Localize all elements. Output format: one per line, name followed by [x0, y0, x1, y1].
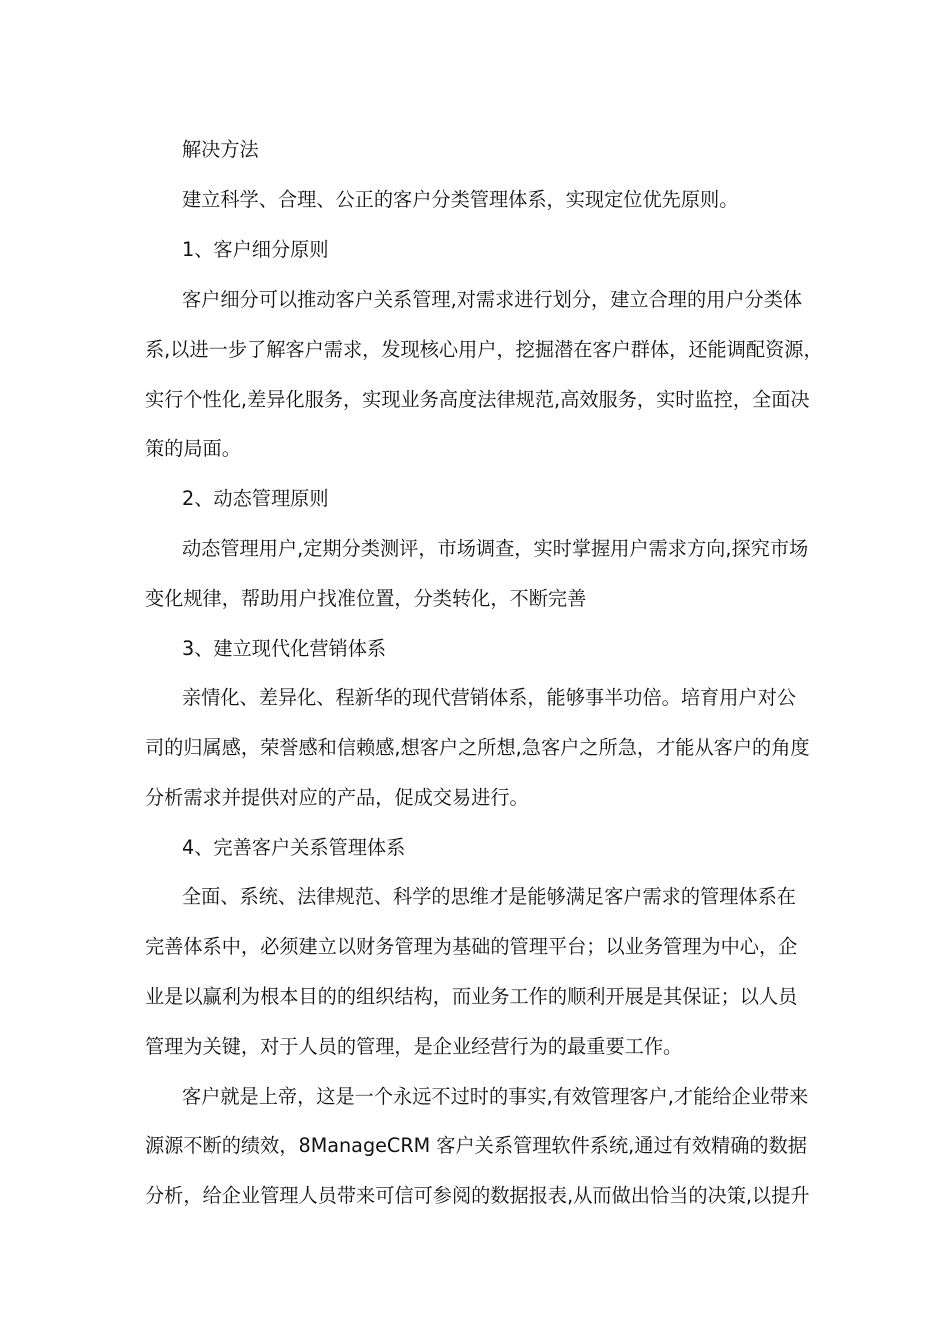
section-1-line: 客户细分可以推动客户关系管理,对需求进行划分，建立合理的用户分类体	[182, 288, 803, 311]
section-4-line: 全面、系统、法律规范、科学的思维才是能够满足客户需求的管理体系在	[182, 885, 796, 908]
intro-paragraph: 建立科学、合理、公正的客户分类管理体系，实现定位优先原则。	[182, 188, 739, 211]
section-4-line: 业是以赢利为根本目的的组织结构，而业务工作的顺利开展是其保证；以人员	[145, 985, 798, 1008]
section-2-line: 动态管理用户,定期分类测评，市场调查，实时掌握用户需求方向,探究市场	[182, 537, 809, 560]
section-1-line: 策的局面。	[145, 437, 241, 460]
section-4-line: 管理为关键，对于人员的管理，是企业经营行为的最重要工作。	[145, 1035, 683, 1058]
section-2-line: 变化规律，帮助用户找准位置，分类转化，不断完善	[145, 587, 587, 610]
closing-line: 客户就是上帝，这是一个永远不过时的事实,有效管理客户,才能给企业带来	[182, 1085, 809, 1108]
section-3-line: 分析需求并提供对应的产品，促成交易进行。	[145, 786, 529, 809]
section-1-line: 系,以进一步了解客户需求，发现核心用户，挖掘潜在客户群体，还能调配资源，	[145, 338, 823, 361]
closing-line: 源源不断的绩效，8ManageCRM 客户关系管理软件系统,通过有效精确的数据	[145, 1134, 807, 1157]
section-3-title: 3、建立现代化营销体系	[182, 637, 387, 660]
closing-line: 分析，给企业管理人员带来可信可参阅的数据报表,从而做出恰当的决策,以提升	[145, 1184, 810, 1207]
section-heading: 解决方法	[182, 138, 259, 161]
section-1-line: 实行个性化,差异化服务，实现业务高度法律规范,高效服务，实时监控，全面决	[145, 388, 810, 411]
section-4-line: 完善体系中，必须建立以财务管理为基础的管理平台；以业务管理为中心，企	[145, 935, 798, 958]
section-2-title: 2、动态管理原则	[182, 487, 329, 510]
section-4-title: 4、完善客户关系管理体系	[182, 836, 406, 859]
section-3-line: 亲情化、差异化、程新华的现代营销体系，能够事半功倍。培育用户对公	[182, 686, 796, 709]
section-3-line: 司的归属感，荣誉感和信赖感,想客户之所想,急客户之所急，才能从客户的角度	[145, 736, 810, 759]
section-1-title: 1、客户细分原则	[182, 238, 329, 261]
